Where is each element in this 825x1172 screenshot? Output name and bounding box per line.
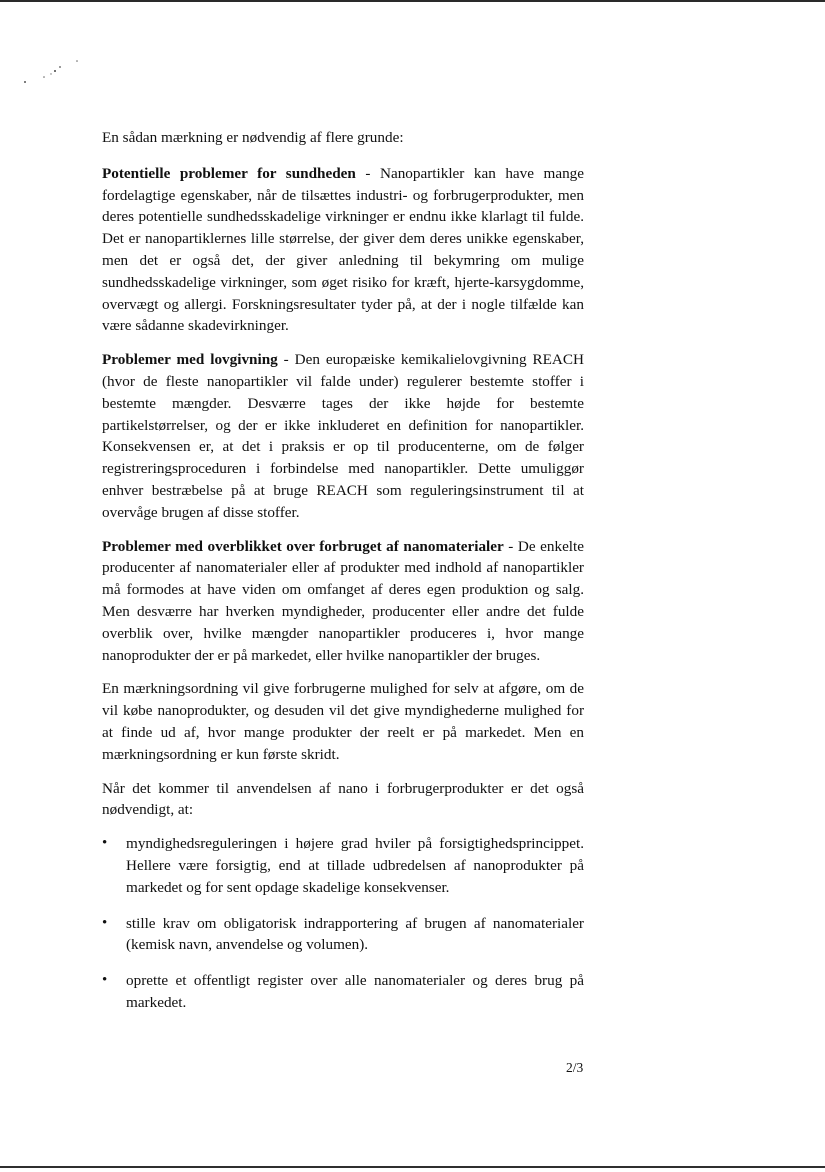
bullet-icon: • — [102, 972, 108, 989]
section-heading: Potentielle problemer for sundheden — [102, 164, 356, 182]
requirements-list — [102, 833, 584, 1014]
list-item-text: stille krav om obligatorisk indrapportering af brugen af nanomaterialer (kemisk navn, anvendelse og volumen). — [126, 914, 584, 954]
list-item — [102, 833, 584, 898]
necessary-paragraph: Når det kommer til anvendelsen af nano i forbrugerprodukter er det også nødvendigt, at: — [102, 779, 584, 819]
scan-edge-top — [0, 0, 825, 2]
section-body: - De enkelte producenter af nanomaterialer eller af produkter med indhold af nanopartikler må formodes at have viden om omfanget af deres egen produktion og salg. Men desværre har hverken myndigheder, producenter eller andre det fulde overblik over, hvilke mængder nanopartikler produceres i, hvor mange nanoprodukter der er på markedet, eller hvilke nanopartikler der bruges. — [102, 537, 584, 664]
scan-edge-bottom — [0, 1166, 825, 1168]
document-page — [102, 127, 584, 1028]
bullet-icon: • — [102, 914, 108, 931]
intro-paragraph: En sådan mærkning er nødvendig af flere grunde: — [102, 129, 404, 146]
section-overview — [102, 536, 584, 667]
section-heading: Problemer med lovgivning — [102, 351, 278, 369]
section-heading: Problemer med overblikket over forbruget af nanomaterialer — [102, 537, 504, 555]
list-item-text: myndighedsreguleringen i højere grad hviler på forsigtighedsprincippet. Hellere være forsigtig, end at tillade udbredelsen af nanoprodukter på markedet og for sent opdage skadelige konsekvenser. — [126, 835, 584, 896]
page-number: 2/3 — [566, 1060, 584, 1075]
section-legislation — [102, 349, 584, 523]
bullet-icon: • — [102, 835, 108, 852]
list-item-text: oprette et offentligt register over alle nanomaterialer og deres brug på markedet. — [126, 972, 584, 1011]
labeling-paragraph: En mærkningsordning vil give forbrugerne mulighed for selv at afgøre, om de vil købe nanoprodukter, og desuden vil det give myndighederne mulighed for at finde ud af, hvor mange produkter der reelt er på markedet. Men en mærkningsordning er kun første skridt. — [102, 680, 584, 763]
list-item — [102, 913, 584, 957]
section-body: - Nanopartikler kan have mange fordelagtige egenskaber, når de tilsættes industri- og forbrugerprodukter, men deres potentielle sundhedsskadelige virkninger er endnu ikke klarlagt til fulde. Det er nanopartiklernes lille størrelse, der giver dem deres unikke egenskaber, men det er også det, der giver anledning til bekymring om mulige sundhedsskadelige virkninger, som øget risiko for kræft, hjerte-karsygdomme, overvægt og allergi. Forskningsresultater tyder på, at der i nogle tilfælde kan være sådanne skadevirkninger. — [102, 164, 584, 335]
scan-specks — [20, 55, 90, 95]
section-health — [102, 163, 584, 337]
section-body: - Den europæiske kemikalielovgivning REACH (hvor de fleste nanopartikler vil falde under) regulerer bestemte stoffer i bestemte mængder. Desværre tages der ikke højde for bestemte partikelstørrelser, og der er ikke inkluderet en definition for nanopartikler. Konsekvensen er, at det i praksis er op til producenterne, om de følger registreringsproceduren i forbindelse med nanopartikler. Dette umuliggør enhver bestræbelse på at bruge REACH som reguleringsinstrument til at overvåge brugen af disse stoffer. — [102, 351, 584, 521]
list-item — [102, 970, 584, 1014]
